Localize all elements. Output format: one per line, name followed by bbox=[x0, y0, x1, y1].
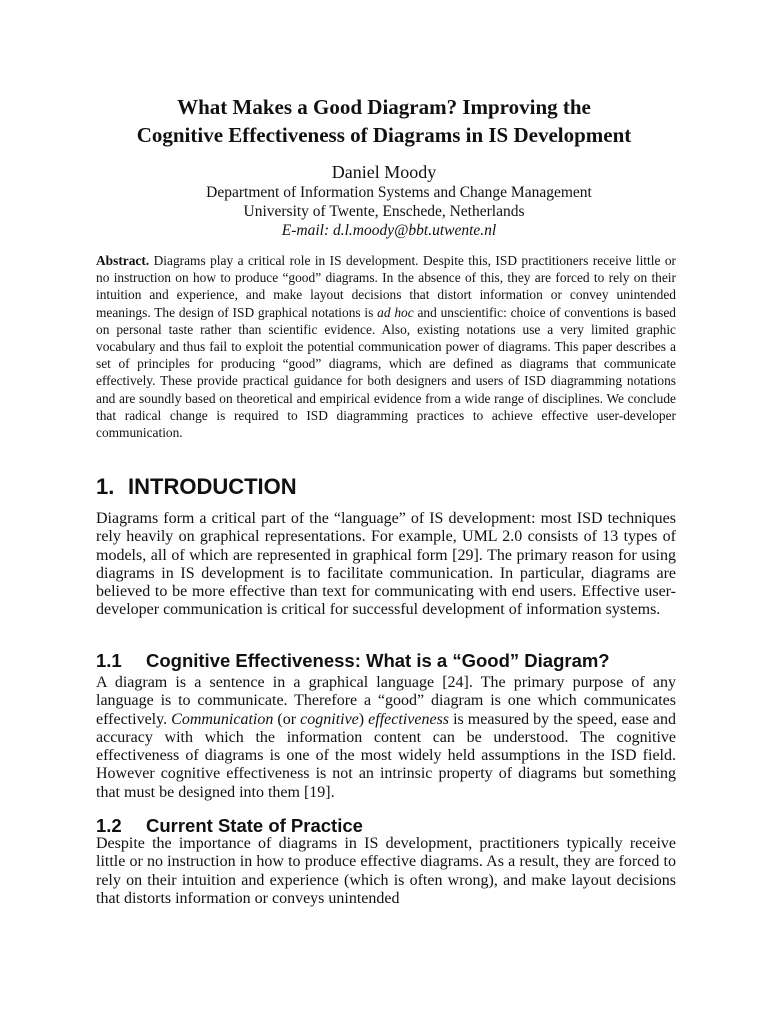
section-title: INTRODUCTION bbox=[128, 474, 297, 499]
para-text: ) bbox=[358, 710, 369, 728]
cognitive-effectiveness-paragraph bbox=[96, 674, 676, 802]
affiliation-university: University of Twente, Enschede, Netherlands bbox=[243, 203, 525, 220]
title-line-1: What Makes a Good Diagram? Improving the bbox=[177, 95, 591, 119]
affiliation-email: E-mail: d.l.moody@bbt.utwente.nl bbox=[281, 222, 497, 239]
para-italic-communication: Communication bbox=[171, 710, 274, 728]
paper-title bbox=[60, 93, 708, 149]
para-italic-cognitive: cognitive bbox=[300, 710, 359, 728]
subsection-title: Cognitive Effectiveness: What is a “Good” Diagram? bbox=[146, 650, 610, 671]
abstract-text-1: Diagrams play a critical role in IS development. Despite this, ISD practitioners receive little or no instruction on how to produce “good” diagrams. In the absence of this, they are forced to rely on their intuition and experience, and make layout decisions that distort information or convey unintended meanings. The design of ISD graphical notations is bbox=[96, 253, 676, 320]
para-text: A diagram is a sentence in a graphical language [24]. The primary purpose of any language is to communicate. Therefore a “good” diagram is one which communicates effectively. bbox=[96, 674, 676, 728]
affiliation bbox=[0, 183, 768, 240]
subsection-title: Current State of Practice bbox=[146, 815, 363, 836]
section-number: 1. bbox=[96, 474, 115, 499]
subsection-heading-current-state bbox=[96, 815, 363, 837]
para-italic-effectiveness: effectiveness bbox=[368, 710, 450, 728]
author-name: Daniel Moody bbox=[331, 162, 437, 182]
subsection-heading-cognitive-effectiveness bbox=[96, 650, 610, 672]
section-heading-introduction bbox=[96, 474, 297, 500]
para-text: (or bbox=[273, 710, 301, 728]
subsection-number: 1.2 bbox=[96, 815, 122, 836]
abstract-label: Abstract. bbox=[96, 253, 150, 268]
current-state-paragraph: Despite the importance of diagrams in IS development, practitioners typically receive little or no instruction in how to produce effective diagrams. As a result, they are forced to rely on their intuition and experience (which is often wrong), and make layout decisions that distorts information or conveys unintended bbox=[96, 835, 676, 907]
affiliation-department: Department of Information Systems and Change Management bbox=[206, 184, 592, 201]
abstract-text-2: and unscientific: choice of conventions is based on personal taste rather than scientific evidence. Also, existing notations use a very limited graphic vocabulary and thus fail to exploit the potential communication power of diagrams. This paper describes a set of principles for producing “good” diagrams, which are defined as diagrams that communicate effectively. These provide practical guidance for both designers and users of ISD diagramming notations and are soundly based on theoretical and empirical evidence from a wide range of disciplines. We conclude that radical change is required to ISD diagramming practices to achieve effective user-developer communication. bbox=[96, 304, 677, 441]
abstract-italic: ad hoc bbox=[377, 304, 414, 320]
subsection-number: 1.1 bbox=[96, 650, 122, 671]
introduction-paragraph: Diagrams form a critical part of the “language” of IS development: most ISD techniques rely heavily on graphical representations. For example, UML 2.0 consists of 13 types of models, all of which are represented in graphical form [29]. The primary reason for using diagrams in IS development is to facilitate communication. In particular, diagrams are believed to be more effective than text for communicating with end users. Effective user-developer communication is critical for successful development of information systems. bbox=[96, 510, 676, 619]
title-line-2: Cognitive Effectiveness of Diagrams in IS Development bbox=[136, 123, 632, 147]
para-text: is measured by the speed, ease and accuracy with which the information content can be understood. The cognitive effectiveness of diagrams is one of the most widely held assumptions in the ISD field. However cognitive effectiveness is not an intrinsic property of diagrams but something that must be designed into them [19]. bbox=[96, 710, 677, 801]
abstract bbox=[96, 252, 676, 441]
